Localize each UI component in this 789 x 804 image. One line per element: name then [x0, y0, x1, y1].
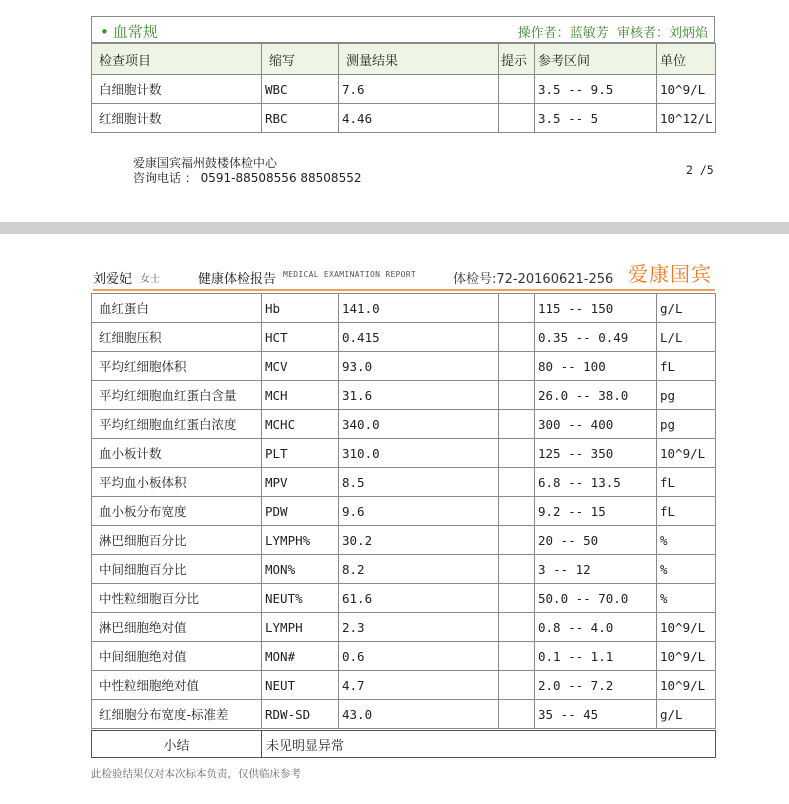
- cell-unit: L/L: [657, 323, 716, 352]
- summary-value: 未见明显异常: [262, 731, 716, 758]
- section-header: [91, 16, 715, 43]
- cell-result: 310.0: [339, 439, 499, 468]
- cell-item: 平均血小板体积: [92, 468, 262, 497]
- cell-range: 9.2 -- 15: [535, 497, 657, 526]
- cell-hint: [499, 439, 535, 468]
- cell-abbr: MCV: [262, 352, 339, 381]
- cell-range: 125 -- 350: [535, 439, 657, 468]
- cell-item: 平均红细胞血红蛋白含量: [92, 381, 262, 410]
- report-title: 健康体检报告: [198, 272, 277, 287]
- table-row: [92, 439, 716, 468]
- cell-result: 4.7: [339, 671, 499, 700]
- page-footer: [133, 156, 361, 186]
- cell-item: 红细胞分布宽度-标准差: [92, 700, 262, 729]
- table-row: [92, 75, 716, 104]
- header-divider: [93, 289, 715, 291]
- table-row: [92, 700, 716, 729]
- cell-abbr: MCHC: [262, 410, 339, 439]
- cell-unit: g/L: [657, 294, 716, 323]
- cell-result: 43.0: [339, 700, 499, 729]
- cell-unit: pg: [657, 410, 716, 439]
- cell-hint: [499, 526, 535, 555]
- cell-result: 0.415: [339, 323, 499, 352]
- cell-item: 红细胞压积: [92, 323, 262, 352]
- bullet-icon: •: [100, 23, 109, 41]
- cell-item: 白细胞计数: [92, 75, 262, 104]
- cell-result: 61.6: [339, 584, 499, 613]
- cell-result: 4.46: [339, 104, 499, 133]
- summary-row: [92, 731, 716, 758]
- col-header-hint: 提示: [499, 44, 535, 75]
- cell-abbr: MON%: [262, 555, 339, 584]
- cell-abbr: Hb: [262, 294, 339, 323]
- cell-hint: [499, 381, 535, 410]
- cell-range: 26.0 -- 38.0: [535, 381, 657, 410]
- cell-hint: [499, 294, 535, 323]
- cell-range: 2.0 -- 7.2: [535, 671, 657, 700]
- cell-result: 0.6: [339, 642, 499, 671]
- cell-abbr: NEUT%: [262, 584, 339, 613]
- cell-item: 中间细胞绝对值: [92, 642, 262, 671]
- col-header-result: 测量结果: [339, 44, 499, 75]
- cell-unit: 10^9/L: [657, 642, 716, 671]
- cell-unit: 10^12/L: [657, 104, 716, 133]
- patient-sex: 女士: [140, 274, 160, 285]
- cell-unit: %: [657, 526, 716, 555]
- report-subtitle: MEDICAL EXAMINATION REPORT: [283, 270, 417, 279]
- col-header-range: 参考区间: [535, 44, 657, 75]
- table-row: [92, 468, 716, 497]
- section-title: [100, 21, 158, 42]
- cell-hint: [499, 75, 535, 104]
- cell-unit: pg: [657, 381, 716, 410]
- table-row: [92, 671, 716, 700]
- cell-result: 93.0: [339, 352, 499, 381]
- table-row: [92, 104, 716, 133]
- summary-label: 小结: [92, 731, 262, 758]
- cell-range: 80 -- 100: [535, 352, 657, 381]
- cell-hint: [499, 352, 535, 381]
- page-separator: [0, 222, 789, 234]
- cell-item: 中性粒细胞绝对值: [92, 671, 262, 700]
- cell-item: 平均红细胞血红蛋白浓度: [92, 410, 262, 439]
- cell-item: 平均红细胞体积: [92, 352, 262, 381]
- table-row: [92, 642, 716, 671]
- cell-unit: %: [657, 584, 716, 613]
- reviewer-name: 刘炳焰: [668, 26, 708, 41]
- cell-item: 红细胞计数: [92, 104, 262, 133]
- cell-unit: fL: [657, 497, 716, 526]
- cell-abbr: PDW: [262, 497, 339, 526]
- cell-hint: [499, 555, 535, 584]
- cell-unit: g/L: [657, 700, 716, 729]
- summary-table: [91, 730, 716, 758]
- cell-abbr: PLT: [262, 439, 339, 468]
- cell-result: 2.3: [339, 613, 499, 642]
- cell-hint: [499, 497, 535, 526]
- org-phone: 咨询电话 ： 0591-88508556 88508552: [133, 171, 362, 185]
- cell-item: 血小板分布宽度: [92, 497, 262, 526]
- cell-abbr: LYMPH: [262, 613, 339, 642]
- cell-range: 35 -- 45: [535, 700, 657, 729]
- table-row: [92, 526, 716, 555]
- section-title-text: 血常规: [112, 23, 158, 41]
- cell-item: 中间细胞百分比: [92, 555, 262, 584]
- col-header-item: 检查项目: [92, 44, 262, 75]
- cell-range: 3 -- 12: [535, 555, 657, 584]
- cell-unit: %: [657, 555, 716, 584]
- table-row: [92, 584, 716, 613]
- operator-label: 操作者：: [517, 26, 570, 41]
- cell-range: 300 -- 400: [535, 410, 657, 439]
- cell-item: 血小板计数: [92, 439, 262, 468]
- cell-item: 淋巴细胞百分比: [92, 526, 262, 555]
- cell-hint: [499, 323, 535, 352]
- cell-hint: [499, 642, 535, 671]
- cell-result: 340.0: [339, 410, 499, 439]
- column-header-row: [92, 44, 716, 75]
- cell-item: 中性粒细胞百分比: [92, 584, 262, 613]
- cell-range: 50.0 -- 70.0: [535, 584, 657, 613]
- disclaimer-text: 此检验结果仅对本次标本负责，仅供临床参考: [91, 768, 301, 780]
- operator-name: 蓝敏芳: [569, 26, 609, 41]
- results-table-top: [91, 74, 716, 133]
- table-row: [92, 555, 716, 584]
- table-row: [92, 613, 716, 642]
- cell-range: 115 -- 150: [535, 294, 657, 323]
- cell-result: 7.6: [339, 75, 499, 104]
- cell-unit: 10^9/L: [657, 613, 716, 642]
- cell-unit: fL: [657, 468, 716, 497]
- cell-result: 30.2: [339, 526, 499, 555]
- cell-unit: 10^9/L: [657, 75, 716, 104]
- cell-unit: 10^9/L: [657, 439, 716, 468]
- cell-hint: [499, 613, 535, 642]
- cell-unit: 10^9/L: [657, 671, 716, 700]
- cell-abbr: MON#: [262, 642, 339, 671]
- table-row: [92, 410, 716, 439]
- cell-abbr: NEUT: [262, 671, 339, 700]
- cell-item: 血红蛋白: [92, 294, 262, 323]
- cell-abbr: MPV: [262, 468, 339, 497]
- cell-hint: [499, 410, 535, 439]
- table-row: [92, 323, 716, 352]
- cell-abbr: MCH: [262, 381, 339, 410]
- exam-id: 体检号:72-20160621-256: [453, 272, 614, 287]
- cell-abbr: HCT: [262, 323, 339, 352]
- cell-hint: [499, 700, 535, 729]
- cell-result: 9.6: [339, 497, 499, 526]
- cell-range: 6.8 -- 13.5: [535, 468, 657, 497]
- reviewer-label: 审核者：: [616, 26, 669, 41]
- section-operators: [518, 22, 708, 41]
- cell-range: 0.8 -- 4.0: [535, 613, 657, 642]
- cell-hint: [499, 671, 535, 700]
- cell-range: 3.5 -- 9.5: [535, 75, 657, 104]
- cell-unit: fL: [657, 352, 716, 381]
- cell-result: 8.2: [339, 555, 499, 584]
- org-name: 爱康国宾福州鼓楼体检中心: [133, 156, 278, 170]
- cell-range: 3.5 -- 5: [535, 104, 657, 133]
- page-number: 2 /5: [686, 163, 714, 177]
- cell-result: 8.5: [339, 468, 499, 497]
- cell-item: 淋巴细胞绝对值: [92, 613, 262, 642]
- table-row: [92, 381, 716, 410]
- cell-hint: [499, 104, 535, 133]
- patient-name: 刘爱妃: [93, 272, 133, 287]
- cell-result: 31.6: [339, 381, 499, 410]
- cell-abbr: WBC: [262, 75, 339, 104]
- col-header-abbr: 缩写: [262, 44, 339, 75]
- cell-hint: [499, 584, 535, 613]
- cell-range: 0.1 -- 1.1: [535, 642, 657, 671]
- table-row: [92, 352, 716, 381]
- col-header-unit: 单位: [657, 44, 716, 75]
- cell-abbr: LYMPH%: [262, 526, 339, 555]
- results-table: [91, 293, 716, 729]
- cell-abbr: RBC: [262, 104, 339, 133]
- cell-abbr: RDW-SD: [262, 700, 339, 729]
- cell-result: 141.0: [339, 294, 499, 323]
- table-row: [92, 497, 716, 526]
- table-row: [92, 294, 716, 323]
- cell-hint: [499, 468, 535, 497]
- cell-range: 20 -- 50: [535, 526, 657, 555]
- brand-logo: 爱康国宾: [628, 262, 712, 286]
- column-header-table: [91, 43, 716, 75]
- cell-range: 0.35 -- 0.49: [535, 323, 657, 352]
